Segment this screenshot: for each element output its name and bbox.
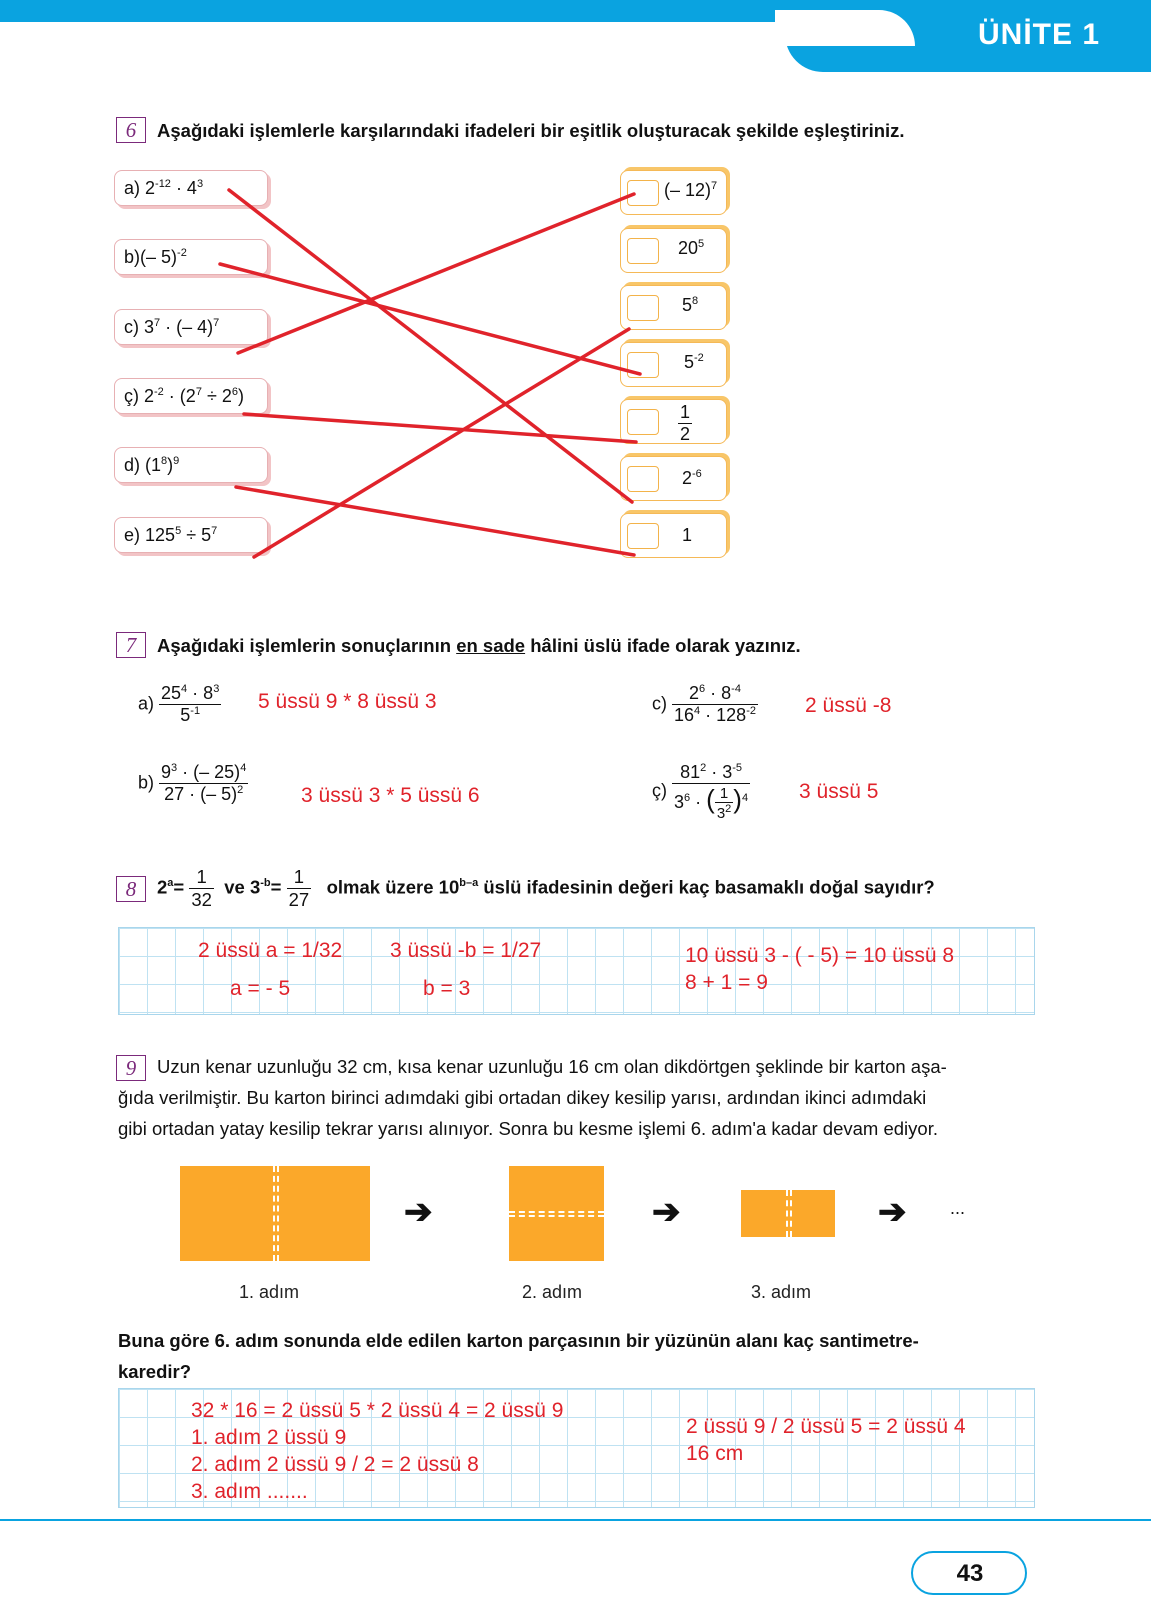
ellipsis: ...: [950, 1198, 966, 1218]
expr-b: b)(– 5)$^{-2}$: [124, 247, 187, 267]
right-expr-2: $20^5$: [678, 238, 705, 258]
q9-question-line2: karedir?: [118, 1361, 192, 1382]
right-expr-6: $2^{-6}$: [682, 468, 702, 488]
question-number-9: 9: [116, 1055, 146, 1081]
step-label-1: 1. adım: [239, 1282, 300, 1302]
footer-line: [0, 1519, 1151, 1521]
arrow-icon: ➔: [404, 1193, 433, 1231]
question-number-6: 6: [116, 117, 146, 143]
step-1-cut-line: [273, 1166, 275, 1261]
q8-work-3: a = - 5: [230, 977, 291, 1000]
question-7-text: Aşağıdaki işlemlerin sonuçlarının en sade hâlini üslü ifade olarak yazınız.: [157, 635, 801, 656]
expr-a: a) $2^{-12} \cdot 4^3$: [124, 178, 204, 198]
arrow-icon: ➔: [878, 1193, 907, 1231]
q7-expr-a: a) $\frac{25^4 \cdot 8^3}{5^{-1}}$: [138, 683, 220, 725]
right-expr-1: (– 12)$^7$: [664, 180, 718, 200]
fraction-half: $\frac{1}{2}$: [680, 402, 691, 444]
q7-expr-cc: ç) $81^2 \cdot 3^{-5}$ $3^6$ · ( $\frac{1}{3^2}$ )$^4$: [652, 762, 749, 822]
step-2-cardboard: [509, 1166, 604, 1261]
q9-paragraph-line1: Uzun kenar uzunluğu 32 cm, kısa kenar uzunluğu 16 cm olan dikdörtgen şeklinde bir karton aşa-: [157, 1056, 947, 1077]
matching-lines: [0, 0, 1151, 620]
q7-expr-b: b) $\frac{9^3 \cdot (- 25)^4}{27 \cdot (- 5)^2}$: [138, 762, 247, 804]
expr-cc: ç) $2^{-2} \cdot (2^7 \div 2^6)$: [124, 386, 244, 406]
q7-answer-c: 2 üssü -8: [805, 694, 892, 717]
q9-work-3: 2. adım 2 üssü 9 / 2 = 2 üssü 8: [191, 1453, 479, 1476]
step-2-cut-line-2: [509, 1215, 604, 1217]
q9-paragraph-line2: ğıda verilmiştir. Bu karton birinci adımdaki gibi ortadan dikey kesilip yarısı, ardından ikinci adımdaki: [118, 1087, 927, 1108]
question-8-text: $2^a=$ $\frac{1}{32}$ ve $3^{-b}=$ $\frac{1}{27}$ olmak üzere 10$^{b-a}$ üslü ifadesinin değeri kaç basamaklı doğal sayıdır?: [157, 866, 935, 910]
match-line-cc: [244, 414, 636, 442]
q9-work-2: 1. adım 2 üssü 9: [191, 1426, 347, 1449]
right-expr-4: $5^{-2}$: [684, 352, 704, 372]
step-1-cardboard: [180, 1166, 370, 1261]
q9-work-5: 2 üssü 9 / 2 üssü 5 = 2 üssü 4: [686, 1415, 966, 1438]
step-3-cut-line-2: [790, 1190, 792, 1237]
match-line-c: [238, 194, 634, 353]
q8-work-2: 3 üssü -b = 1/27: [390, 939, 542, 962]
q9-work-6: 16 cm: [686, 1442, 744, 1465]
question-number-7: 7: [116, 632, 146, 658]
question-6-text: Aşağıdaki işlemlerle karşılarındaki ifadeleri bir eşitlik oluşturacak şekilde eşleştiriniz.: [157, 120, 905, 141]
expr-d: d) $(1^8)^9$: [124, 455, 180, 475]
q9-work-4: 3. adım .......: [191, 1480, 308, 1503]
step-label-2: 2. adım: [522, 1282, 583, 1302]
step-2-cut-line: [509, 1211, 604, 1213]
right-expr-3: $5^8$: [682, 295, 699, 315]
q7-answer-a: 5 üssü 9 * 8 üssü 3: [258, 690, 437, 713]
expr-c: c) $3^7$ · (– 4)$^7$: [124, 317, 220, 337]
step-label-3: 3. adım: [751, 1282, 812, 1302]
step-1-cut-line-2: [277, 1166, 279, 1261]
match-line-b: [220, 264, 640, 374]
step-3-cut-line: [786, 1190, 788, 1237]
q8-work-1: 2 üssü a = 1/32: [198, 939, 343, 962]
q7-answer-cc: 3 üssü 5: [799, 780, 879, 803]
match-line-d: [236, 487, 634, 555]
q8-work-6: 8 + 1 = 9: [685, 971, 768, 994]
step-3-cardboard: [741, 1190, 835, 1237]
match-line-a: [229, 190, 632, 502]
page-number: 43: [956, 1560, 984, 1587]
q7-expr-c: c) $\frac{2^6 \cdot 8^{-4}}{16^4 \cdot 128^{-2}}$: [652, 683, 756, 725]
q9-work-1: 32 * 16 = 2 üssü 5 * 2 üssü 4 = 2 üssü 9: [191, 1399, 564, 1422]
unit-label: ÜNİTE 1: [978, 18, 1101, 51]
q8-work-4: b = 3: [423, 977, 471, 1000]
right-expr-7: 1: [682, 525, 693, 545]
q8-work-5: 10 üssü 3 - ( - 5) = 10 üssü 8: [685, 944, 955, 967]
question-number-8: 8: [116, 876, 146, 902]
q9-question-line1: Buna göre 6. adım sonunda elde edilen karton parçasının bir yüzünün alanı kaç santimetre-: [118, 1330, 919, 1351]
arrow-icon: ➔: [652, 1193, 681, 1231]
expr-e: e) $125^5 \div 5^7$: [124, 525, 218, 545]
q9-paragraph-line3: gibi ortadan yatay kesilip tekrar yarısı alınıyor. Sonra bu kesme işlemi 6. adım'a kadar devam ediyor.: [118, 1118, 938, 1139]
q7-answer-b: 3 üssü 3 * 5 üssü 6: [301, 784, 480, 807]
